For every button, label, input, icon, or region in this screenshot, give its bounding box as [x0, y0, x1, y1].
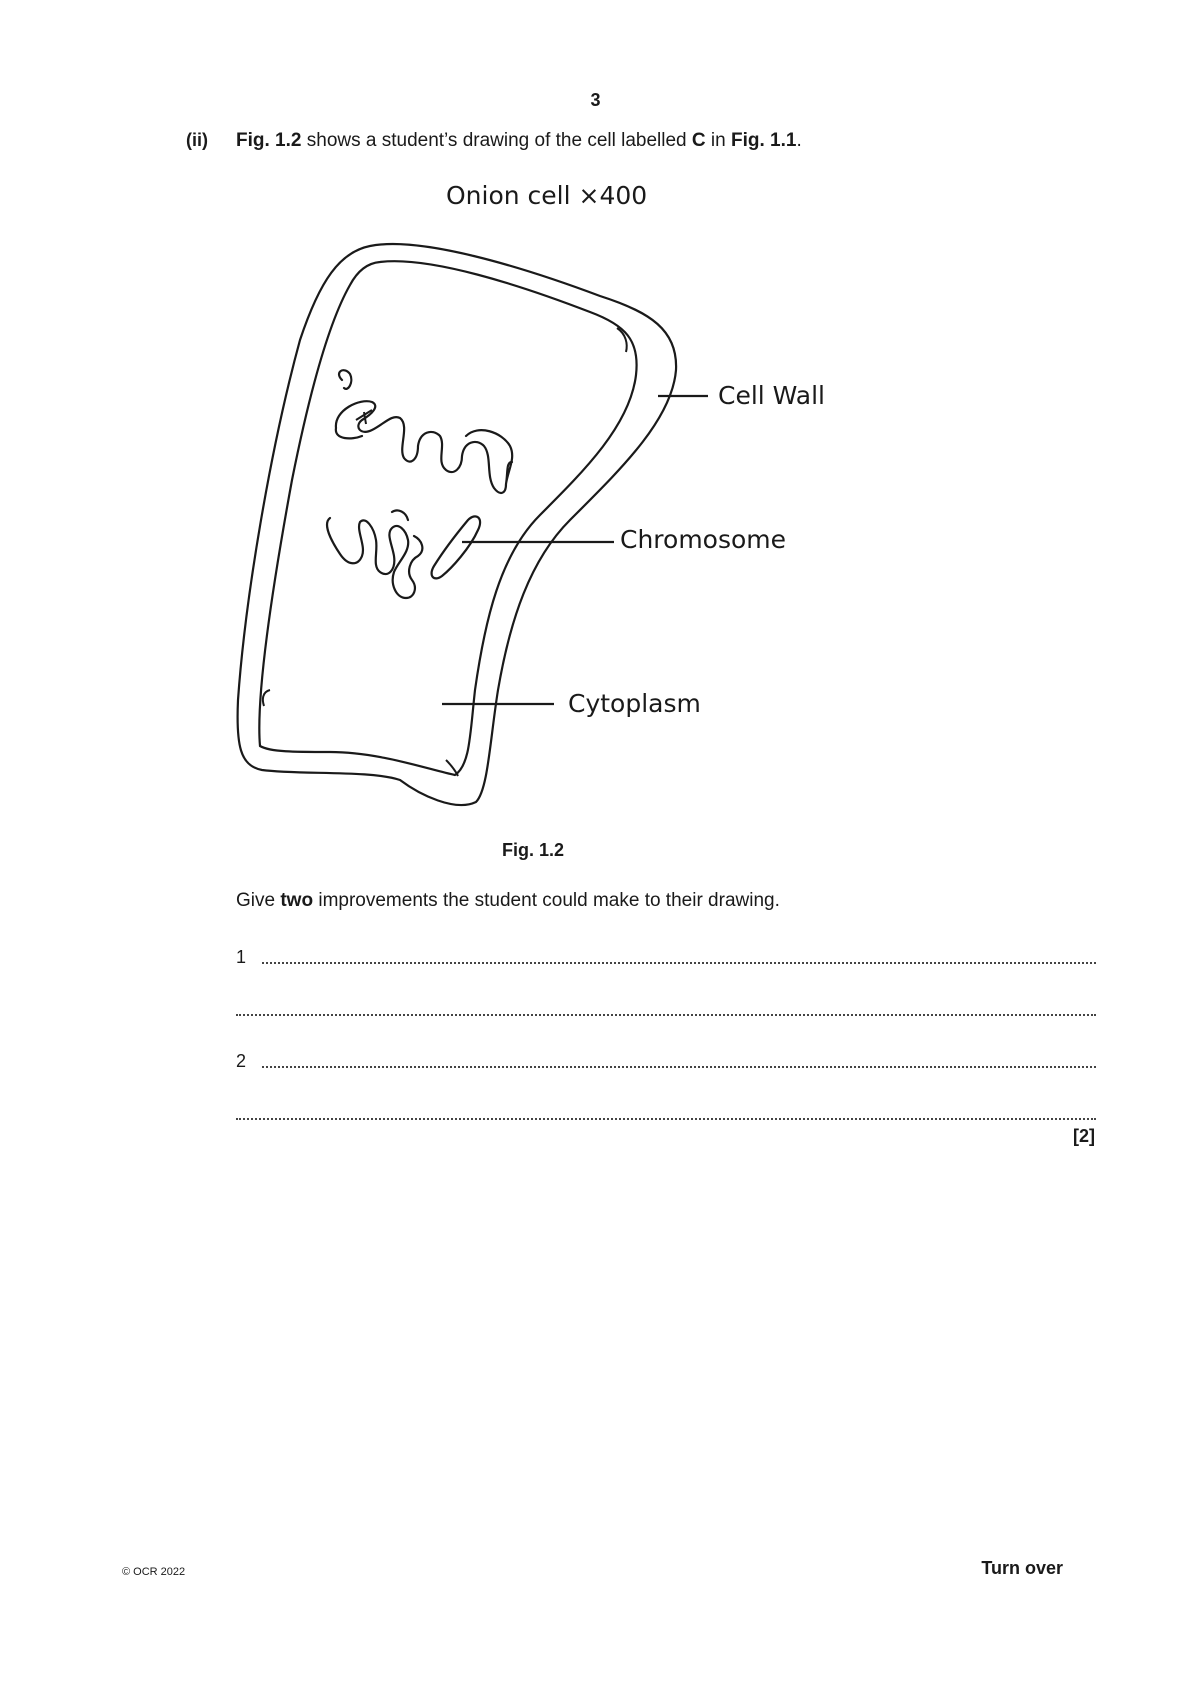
figure-caption: Fig. 1.2 [501, 840, 564, 860]
answer-line-2a[interactable] [236, 1048, 1096, 1072]
prompt-bold: two [280, 890, 314, 911]
instruction-prompt [236, 890, 780, 912]
chromosome-rod [432, 516, 481, 578]
question-text-in: in [705, 130, 731, 151]
drawing-title: Onion cell ×400 [446, 181, 648, 210]
answer-line-2b[interactable] [236, 1100, 1096, 1124]
prompt-post: improvements the student could make to their drawing. [313, 890, 780, 911]
turn-over: Turn over [981, 1558, 1063, 1578]
label-cytoplasm: Cytoplasm [568, 689, 701, 718]
dotted-line [236, 1104, 1096, 1120]
label-chromosome: Chromosome [620, 525, 787, 554]
answer-number: 2 [236, 1051, 247, 1071]
dotted-line [262, 948, 1096, 964]
marks-allocation: [2] [1073, 1126, 1095, 1146]
fig-ref: Fig. 1.2 [236, 130, 302, 151]
question-part-label: (ii) [186, 130, 208, 150]
label-cell-wall: Cell Wall [718, 381, 826, 410]
chromosome-squiggle-2 [327, 510, 422, 598]
page-number: 3 [590, 90, 601, 110]
cell-letter: C [691, 130, 706, 151]
copyright: © OCR 2022 [122, 1566, 186, 1578]
question-text-mid: shows a student’s drawing of the cell labelled [301, 130, 692, 151]
prompt-pre: Give [236, 890, 281, 911]
answer-number: 1 [236, 947, 247, 967]
fig-ref-2: Fig. 1.1 [731, 130, 797, 151]
answer-line-1a[interactable] [236, 944, 1096, 968]
cell-wall-outer-line [238, 244, 677, 805]
question-text-end: . [796, 130, 802, 151]
answer-line-1b[interactable] [236, 996, 1096, 1020]
dotted-line [236, 1000, 1096, 1016]
dotted-line [262, 1052, 1096, 1068]
chromosome-squiggle-1 [336, 370, 512, 493]
